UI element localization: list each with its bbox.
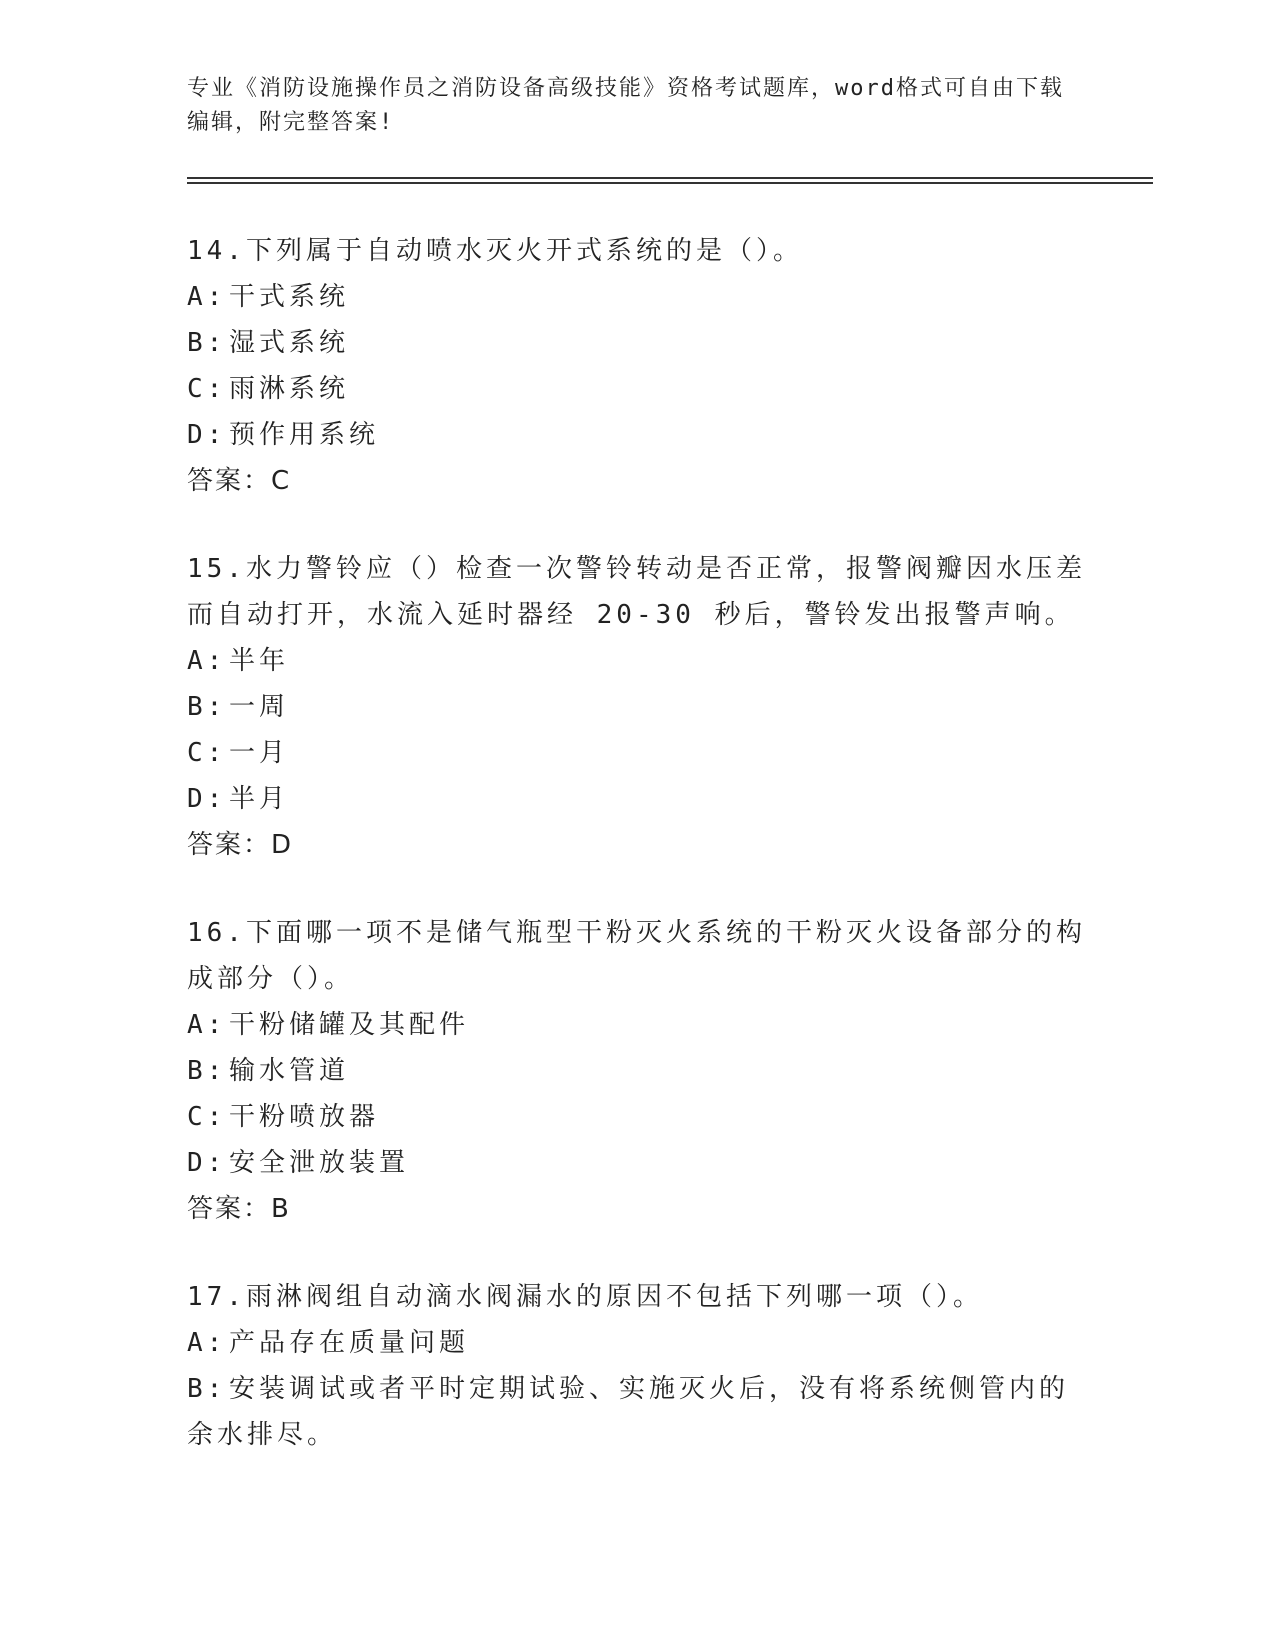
option-letter: B: xyxy=(187,692,227,722)
option-text: 半年 xyxy=(229,646,290,676)
option-letter: C: xyxy=(187,1102,227,1132)
option-letter: B: xyxy=(187,328,227,358)
question-stem: 16.下面哪一项不是储气瓶型干粉灭火系统的干粉灭火设备部分的构成部分（）。 xyxy=(187,918,1086,994)
option-text: 雨淋系统 xyxy=(229,374,350,404)
question-list xyxy=(187,228,1087,1500)
option-text: 输水管道 xyxy=(229,1056,350,1086)
option-letter: C: xyxy=(187,738,227,768)
option-a xyxy=(187,274,1087,320)
question-16 xyxy=(187,910,1087,1232)
option-d xyxy=(187,776,1087,822)
option-text: 预作用系统 xyxy=(229,420,380,450)
question-stem: 15.水力警铃应（）检查一次警铃转动是否正常，报警阀瓣因水压差而自动打开，水流入延时器经 20-30 秒后，警铃发出报警声响。 xyxy=(187,554,1086,630)
option-a xyxy=(187,1320,1087,1366)
option-letter: A: xyxy=(187,1010,227,1040)
question-17 xyxy=(187,1274,1087,1458)
question-15 xyxy=(187,546,1087,868)
option-b xyxy=(187,320,1087,366)
question-14 xyxy=(187,228,1087,504)
option-c xyxy=(187,366,1087,412)
option-letter: A: xyxy=(187,1328,227,1358)
answer-text: 答案：B xyxy=(187,1194,291,1224)
option-b xyxy=(187,1366,1087,1458)
option-text: 干式系统 xyxy=(229,282,350,312)
option-b xyxy=(187,1048,1087,1094)
option-letter: D: xyxy=(187,420,227,450)
question-stem: 14.下列属于自动喷水灭火开式系统的是（）。 xyxy=(187,236,803,266)
option-letter: A: xyxy=(187,282,227,312)
option-d xyxy=(187,412,1087,458)
question-stem: 17.雨淋阀组自动滴水阀漏水的原因不包括下列哪一项（）。 xyxy=(187,1282,983,1312)
option-text: 安装调试或者平时定期试验、实施灭火后，没有将系统侧管内的余水排尽。 xyxy=(187,1374,1070,1450)
option-letter: D: xyxy=(187,784,227,814)
option-letter: D: xyxy=(187,1148,227,1178)
option-letter: C: xyxy=(187,374,227,404)
option-letter: A: xyxy=(187,646,227,676)
option-text: 安全泄放装置 xyxy=(229,1148,410,1178)
option-letter: B: xyxy=(187,1374,227,1404)
option-c xyxy=(187,730,1087,776)
header-divider-bottom xyxy=(187,182,1153,184)
document-header: 专业《消防设施操作员之消防设备高级技能》资格考试题库，word格式可自由下载编辑，附完整答案! xyxy=(187,76,1064,135)
answer-text: 答案：D xyxy=(187,830,294,860)
option-b xyxy=(187,684,1087,730)
header-divider-top xyxy=(187,177,1153,179)
option-text: 干粉储罐及其配件 xyxy=(229,1010,470,1040)
option-text: 干粉喷放器 xyxy=(229,1102,380,1132)
option-text: 一周 xyxy=(229,692,290,722)
option-a xyxy=(187,638,1087,684)
answer-text: 答案：C xyxy=(187,466,292,496)
option-text: 一月 xyxy=(229,738,290,768)
option-letter: B: xyxy=(187,1056,227,1086)
option-a xyxy=(187,1002,1087,1048)
option-text: 产品存在质量问题 xyxy=(229,1328,470,1358)
option-text: 半月 xyxy=(229,784,290,814)
option-text: 湿式系统 xyxy=(229,328,350,358)
option-c xyxy=(187,1094,1087,1140)
option-d xyxy=(187,1140,1087,1186)
